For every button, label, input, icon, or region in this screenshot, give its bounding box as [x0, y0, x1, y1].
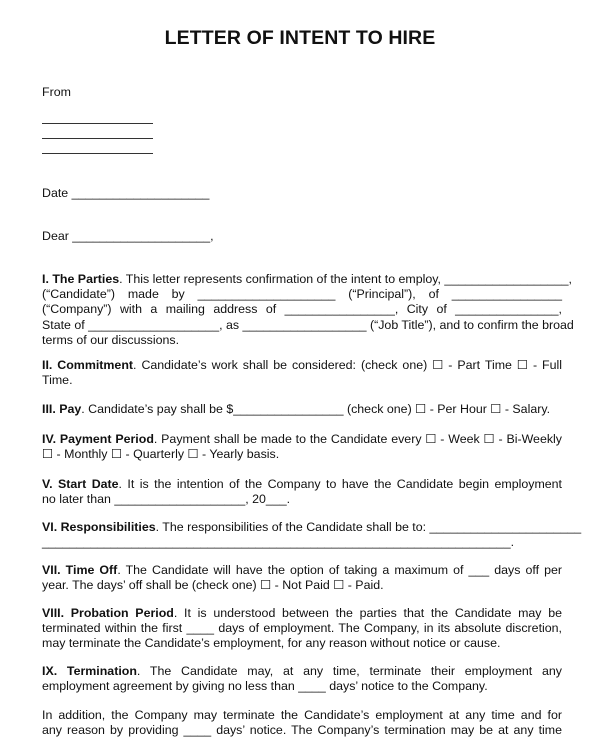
section-line: terminated within the first ____ days of employment. The Company, in its absolute discretion,	[42, 621, 562, 636]
section-pay	[42, 402, 562, 417]
section-line: may terminate the Candidate’s employment, for any reason without notice or cause.	[42, 636, 501, 651]
section-termination	[42, 664, 562, 694]
section-payment-period	[42, 432, 562, 462]
section-line: terms of our discussions.	[42, 332, 180, 347]
section-line: State of ___________________, as __________________ (“Job Title”), and to confirm the broad	[42, 317, 574, 332]
section-line: II. Commitment. Candidate’s work shall be considered: (check one) ☐ - Part Time ☐ - Full	[42, 358, 563, 372]
section-line: ☐ - Monthly ☐ - Quarterly ☐ - Yearly basis.	[42, 447, 280, 462]
section-heading: VIII. Probation Period	[42, 606, 174, 620]
from-label: From	[42, 85, 71, 99]
section-line: IX. Termination. The Candidate may, at any time, terminate their employment any	[42, 664, 562, 678]
section-line: VI. Responsibilities. The responsibilities of the Candidate shall be to: ______________________	[42, 520, 582, 534]
section-probation	[42, 606, 562, 652]
section-responsibilities	[42, 520, 582, 550]
section-heading: IV. Payment Period	[42, 432, 154, 446]
section-addition	[42, 708, 562, 738]
document-title: LETTER OF INTENT TO HIRE	[164, 27, 436, 49]
section-heading: VII. Time Off	[42, 563, 118, 577]
salutation-line: Dear ____________________,	[42, 229, 214, 243]
from-blank-line-1[interactable]	[42, 123, 153, 124]
section-heading: IX. Termination	[42, 664, 137, 678]
section-line: VII. Time Off. The Candidate will have the option of taking a maximum of ___ days off per	[42, 563, 562, 577]
section-line: V. Start Date. It is the intention of the Company to have the Candidate begin employment	[42, 477, 562, 491]
section-line: In addition, the Company may terminate the Candidate’s employment at any time and for	[42, 708, 562, 722]
section-parties	[42, 272, 574, 348]
from-blank-line-2[interactable]	[42, 138, 153, 139]
date-line: Date ____________________	[42, 186, 210, 200]
section-line: employment agreement by giving no less than ____ days’ notice to the Company.	[42, 679, 488, 694]
section-line: VIII. Probation Period. It is understood between the parties that the Candidate may be	[42, 606, 562, 620]
section-heading: V. Start Date	[42, 477, 119, 491]
section-line: III. Pay. Candidate’s pay shall be $________________ (check one) ☐ - Per Hour ☐ - Salary.	[42, 402, 551, 416]
section-line: IV. Payment Period. Payment shall be made to the Candidate every ☐ - Week ☐ - Bi-Weekly	[42, 432, 562, 446]
section-line: no later than ___________________, 20___.	[42, 492, 291, 507]
section-line: year. The days’ off shall be (check one) ☐ - Not Paid ☐ - Paid.	[42, 578, 384, 593]
section-line: Time.	[42, 373, 73, 388]
section-heading: I. The Parties	[42, 272, 120, 286]
section-commitment	[42, 358, 562, 388]
section-start-date	[42, 477, 562, 507]
section-line: (“Company”) with a mailing address of ________________, City of _______________,	[42, 302, 562, 317]
section-line: ____________________________________________________________________.	[42, 535, 515, 550]
section-line: I. The Parties. This letter represents confirmation of the intent to employ, __________________,	[42, 272, 572, 286]
section-heading: VI. Responsibilities	[42, 520, 156, 534]
section-time-off	[42, 563, 562, 593]
section-line: (“Candidate”) made by ____________________ (“Principal”), of ________________	[42, 287, 562, 302]
section-heading: III. Pay	[42, 402, 82, 416]
from-blank-line-3[interactable]	[42, 153, 153, 154]
section-line: any reason by providing ____ days’ notice. The Company’s termination may be at any time	[42, 723, 562, 738]
section-heading: II. Commitment	[42, 358, 134, 372]
